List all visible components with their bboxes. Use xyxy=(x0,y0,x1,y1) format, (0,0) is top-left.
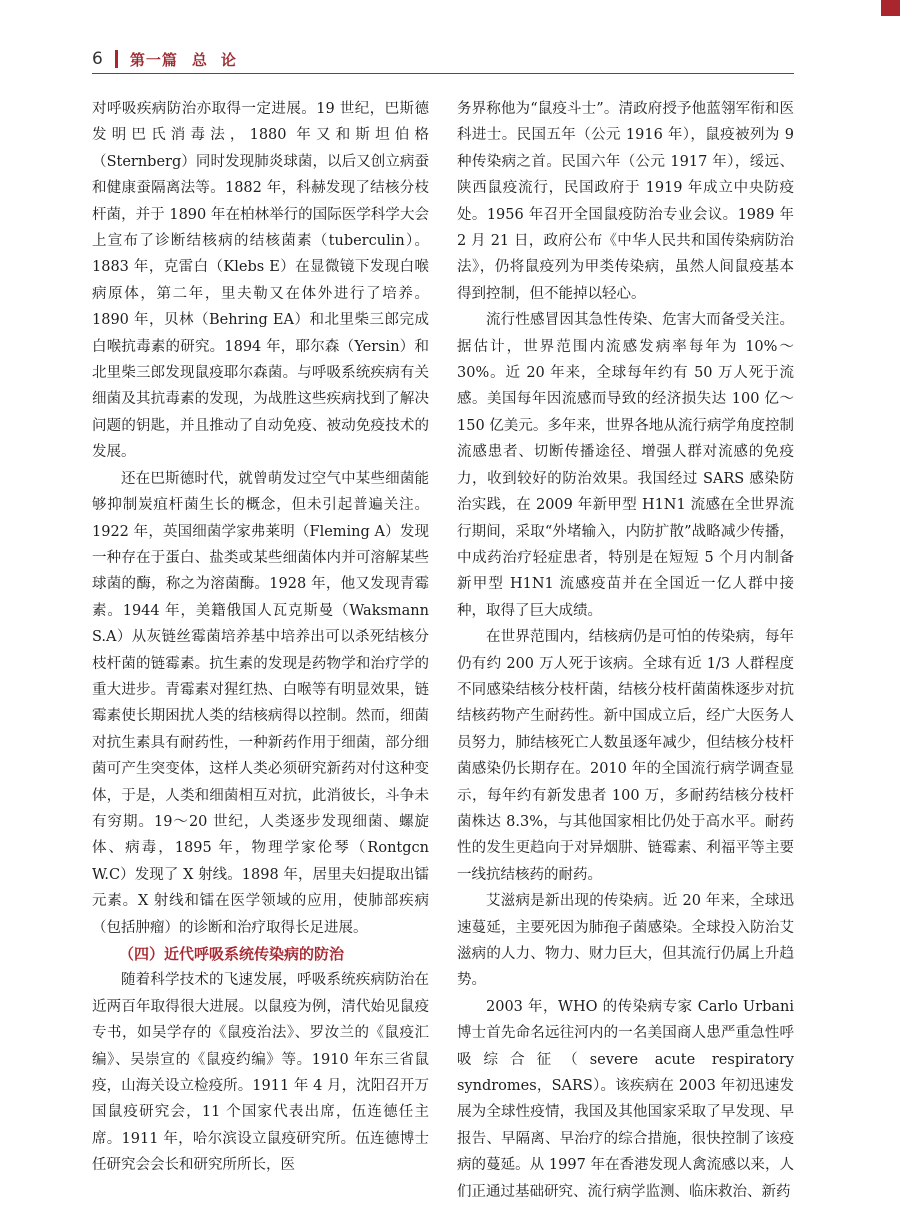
part-label: 第一篇 xyxy=(129,50,178,69)
paragraph: 在世界范围内，结核病仍是可怕的传染病，每年仍有约 200 万人死于该病。全球有近 1/3 人群程度不同感染结核分枝杆菌，结核分枝杆菌菌株逐步对抗结核药物产生耐药性。新中国成立后，经广大医务人员努力，肺结核死亡人数虽逐年减少，但结核分枝杆菌感染仍长期存在。2010 年的全国流行病学调查显示，每年约有新发患者 100 万，多耐药结核分枝杆菌株达 8.3%，与其他国家相比仍处于高水平。耐药性的发生更趋向于对异烟肼、链霉素、利福平等主要一线抗结核药的耐药。 xyxy=(457,629,794,883)
section-heading: （四）近代呼吸系统传染病的防治 xyxy=(119,945,345,963)
header-divider xyxy=(115,50,118,68)
corner-color-tab xyxy=(881,0,900,16)
paragraph: 2003 年，WHO 的传染病专家 Carlo Urbani 博士首先命名远往河内的一名美国商人患严重急性呼吸综合征（severe acute respiratory syndromes，SARS）。该疾病在 2003 年初迅速发展为全球性疫情，我国及其他国家采取了早发现、早报告、早隔离、早治疗的综合措施，很快控制了该疫病的蔓延。从 1997 年在香港发现人禽流感以来，人们正通过基础研究、流行病学监测、临床救治、新药 xyxy=(457,998,794,1200)
page-number: 6 xyxy=(92,49,103,69)
left-column xyxy=(92,96,429,1179)
right-column xyxy=(457,96,794,1205)
paragraph: 艾滋病是新出现的传染病。近 20 年来，全球迅速蔓延，主要死因为肺孢子菌感染。全球投入防治艾滋病的人力、物力、财力巨大，但其流行仍属上升趋势。 xyxy=(457,893,794,989)
header-rule xyxy=(92,73,794,74)
part-title: 总论 xyxy=(191,50,250,69)
paragraph: 流行性感冒因其急性传染、危害大而备受关注。据估计，世界范围内流感发病率每年为 10%～30%。近 20 年来，全球每年约有 50 万人死于流感。美国每年因流感而导致的经济损失达 100 亿～150 亿美元。多年来，世界各地从流行病学角度控制流感患者、切断传播途径、增强人群对流感的免疫力，收到较好的防治效果。我国经过 SARS 感染防治实践，在 2009 年新甲型 H1N1 流感在全世界流行期间，采取“外堵输入，内防扩散”战略减少传播，中成药治疗轻症患者，特别是在短短 5 个月内制备新甲型 H1N1 流感疫苗并在全国近一亿人群中接种，取得了巨大成绩。 xyxy=(457,312,794,619)
paragraph: 对呼吸疾病防治亦取得一定进展。19 世纪，巴斯德发明巴氏消毒法，1880 年又和斯坦伯格（Sternberg）同时发现肺炎球菌，以后又创立病蚕和健康蚕隔离法等。1882 年，科赫发现了结核分枝杆菌，并于 1890 年在柏林举行的国际医学科学大会上宣布了诊断结核病的结核菌素（tuberculin）。1883 年，克雷白（Klebs E）在显微镜下发现白喉病原体，第二年，里夫勒又在体外进行了培养。1890 年，贝林（Behring EA）和北里柴三郎完成白喉抗毒素的研究。1894 年，耶尔森（Yersin）和北里柴三郎发现鼠疫耶尔森菌。与呼吸系统疾病有关细菌及其抗毒素的发现，为战胜这些疾病找到了解决问题的钥匙，并且推动了自动免疫、被动免疫技术的发展。 xyxy=(92,101,429,461)
paragraph: 务界称他为“鼠疫斗士”。清政府授予他蓝翎军衔和医科进士。民国五年（公元 1916 年），鼠疫被列为 9 种传染病之首。民国六年（公元 1917 年），绥远、陕西鼠疫流行，民国政府于 1919 年成立中央防疫处。1956 年召开全国鼠疫防治专业会议。1989 年 2 月 21 日，政府公布《中华人民共和国传染病防治法》，仍将鼠疫列为甲类传染病，虽然人间鼠疫基本得到控制，但不能掉以轻心。 xyxy=(457,101,794,302)
paragraph: 还在巴斯德时代，就曾萌发过空气中某些细菌能够抑制炭疽杆菌生长的概念，但未引起普遍关注。1922 年，英国细菌学家弗莱明（Fleming A）发现一种存在于蛋白、盐类或某些细菌体内并可溶解某些球菌的酶，称之为溶菌酶。1928 年，他又发现青霉素。1944 年，美籍俄国人瓦克斯曼（Waksmann S.A）从灰链丝霉菌培养基中培养出可以杀死结核分枝杆菌的链霉素。抗生素的发现是药物学和治疗学的重大进步。青霉素对猩红热、白喉等有明显效果，链霉素使长期困扰人类的结核病得以控制。然而，细菌对抗生素具有耐药性，一种新药作用于细菌，部分细菌可产生突变体，这样人类必须研究新药对付这种变体，于是，人类和细菌相互对抗，此消彼长，斗争未有穷期。19～20 世纪，人类逐步发现细菌、螺旋体、病毒，1895 年，物理学家伦琴（Rontgcn W.C）发现了 X 射线。1898 年，居里夫妇提取出镭元素。X 射线和镭在医学领域的应用，使肺部疾病（包括肿瘤）的诊断和治疗取得长足进展。 xyxy=(92,470,429,936)
paragraph: 随着科学技术的飞速发展，呼吸系统疾病防治在近两百年取得很大进展。以鼠疫为例，清代始见鼠疫专书，如吴学存的《鼠疫治法》、罗汝兰的《鼠疫汇编》、吴崇宣的《鼠疫约编》等。1910 年东三省鼠疫，山海关设立检疫所。1911 年 4 月，沈阳召开万国鼠疫研究会，11 个国家代表出席，伍连德任主席。1911 年，哈尔滨设立鼠疫研究所。伍连德博士任研究会会长和研究所所长，医 xyxy=(92,972,429,1174)
running-header xyxy=(92,46,250,72)
